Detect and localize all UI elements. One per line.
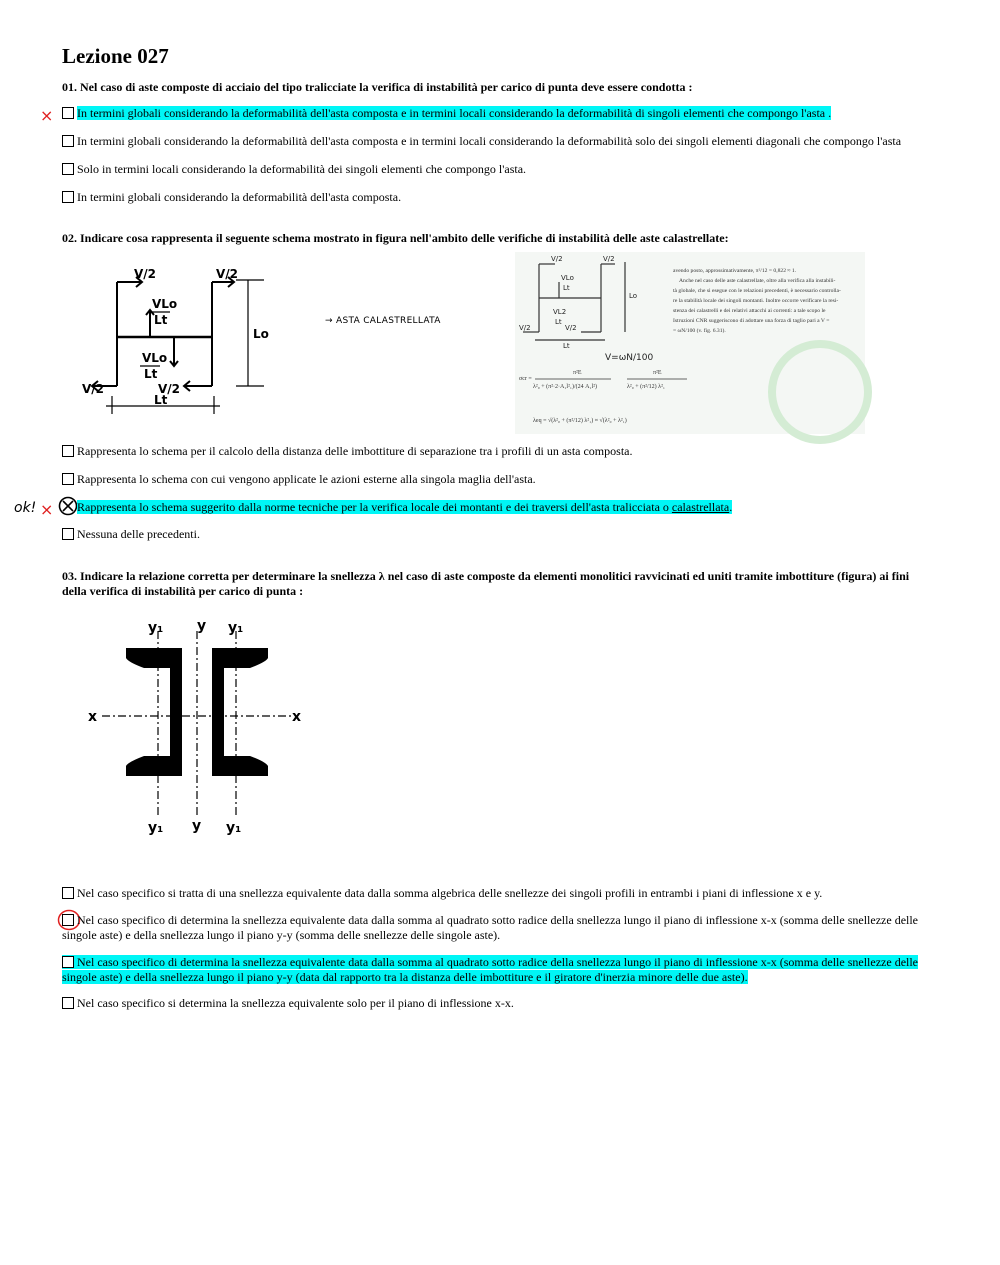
- option-text: Nel caso specifico si determina la snellezza equivalente solo per il piano di inflessione x-x.: [77, 996, 514, 1010]
- label-vlo-top: VLo: [152, 297, 178, 311]
- section-figure: [82, 616, 312, 841]
- label-lt-bottom: Lt: [154, 393, 168, 407]
- question-1-text: 01. Nel caso di aste composte di acciaio del tipo tralicciate la verifica di instabilità per carico di punta deve essere condotta :: [62, 80, 693, 94]
- label-y1-top-left: y₁: [148, 620, 164, 636]
- scheme-figure-right: [515, 252, 865, 434]
- wrong-mark-q1: ×: [40, 106, 54, 125]
- checkbox[interactable]: [62, 914, 74, 926]
- label-v2-bottom-left: V/2: [82, 382, 105, 396]
- checkbox[interactable]: [62, 956, 74, 968]
- label-y1-bottom-left: y₁: [148, 820, 164, 836]
- option-text: Rappresenta lo schema suggerito dalla norme tecniche per la verifica locale dei montanti e dei traversi dell'asta tralicciata o calastrellata.: [77, 500, 733, 514]
- q1-option-3[interactable]: [62, 162, 526, 177]
- ref-formula-lambda: λeq = √(λ²₀ + (π²/12) λ²₁) ≈ √(λ²₀ + λ²₁): [533, 418, 627, 424]
- checkbox[interactable]: [62, 997, 74, 1009]
- option-text: Nel caso specifico si tratta di una snellezza equivalente data dalla somma algebrica delle snellezze dei singoli profili in entrambi i piani di inflessione x e y.: [77, 886, 823, 900]
- option-text: Nel caso specifico di determina la snellezza equivalente data dalla somma al quadrato sotto radice della snellezza lungo il piano di inflessione x-x (somma delle snellezze delle singole aste) e della snellezza lungo il piano y-y (data dal rapporto tra la distanza delle imbottiture e il giratore d'inerzia minore delle due aste).: [62, 955, 919, 984]
- checkbox[interactable]: [62, 501, 74, 513]
- q2-option-1[interactable]: [62, 444, 632, 459]
- label-lt-frac-bottom: Lt: [144, 367, 158, 381]
- ref-formula-den1: λ²₀ + (π²·2·A₁l²₁)/(24 A₁l²): [533, 384, 598, 390]
- label-v2-bottom-right: V/2: [158, 382, 181, 396]
- question-2-text: 02. Indicare cosa rappresenta il seguente schema mostrato in figura nell'ambito delle verifiche di instabilità delle aste calastrellate:: [62, 231, 729, 245]
- label-v2-top-right: V/2: [216, 267, 239, 281]
- question-3-text: 03. Indicare la relazione corretta per determinare la snellezza λ nel caso di aste composte da elementi monolitici ravvicinati ed uniti tramite imbottiture (figura) ai fini della verifica di instabilità per carico di punta :: [62, 569, 910, 598]
- label-v2-top-left: V/2: [134, 267, 157, 281]
- right-channel: [212, 648, 268, 776]
- label-x-right: x: [292, 709, 302, 725]
- ref-formula-pi2e-b: π²E: [653, 370, 662, 376]
- q3-option-2[interactable]: [62, 913, 924, 943]
- option-text: In termini globali considerando la deformabilità dell'asta composta.: [77, 190, 402, 204]
- ref-formula-den2: λ²₀ + (π²/12) λ²₁: [627, 384, 665, 390]
- label-y-bottom: y: [192, 818, 202, 834]
- label-lt-top: Lt: [154, 313, 168, 327]
- ref-text-line: Anche nel caso delle aste calastrellate, oltre alla verifica alla instabili-: [679, 278, 836, 284]
- ref-label-v2-a: V/2: [551, 255, 563, 263]
- checkbox[interactable]: [62, 163, 74, 175]
- checkbox[interactable]: [62, 473, 74, 485]
- checkbox[interactable]: [62, 191, 74, 203]
- q3-option-1[interactable]: [62, 886, 822, 901]
- ref-text-line: stenza dei calastrelli e dei relativi attacchi ai correnti: a tale scopo le: [673, 308, 826, 314]
- option-text: In termini globali considerando la deformabilità dell'asta composta e in termini locali considerando la deformabilità solo dei singoli elementi diagonali che compongo l'asta: [77, 134, 902, 148]
- ref-label-v2-c: V/2: [519, 324, 531, 332]
- q3-option-4[interactable]: [62, 996, 514, 1011]
- ref-text-line: re la stabilità locale dei singoli montanti. Inoltre occorre verificare la resi-: [673, 298, 839, 304]
- label-y1-bottom-right: y₁: [226, 820, 242, 836]
- ref-label-lt-a: Lt: [563, 284, 570, 292]
- ref-label-v2-d: V/2: [565, 324, 577, 332]
- ref-formula-sigma: σcr =: [519, 376, 532, 382]
- q3-option-3[interactable]: [62, 955, 924, 985]
- ref-formula-pi2e-a: π²E: [573, 370, 582, 376]
- label-vlo-bottom: VLo: [142, 351, 168, 365]
- option-text: In termini globali considerando la deformabilità dell'asta composta e in termini locali considerando la deformabilità di singoli elementi che compongo l'asta .: [77, 106, 832, 120]
- ref-formula-v: V=ωN/100: [605, 353, 654, 363]
- ref-label-lt-c: Lt: [563, 342, 570, 350]
- label-y-top: y: [197, 618, 207, 634]
- ref-label-lt-b: Lt: [555, 318, 562, 326]
- option-text: Rappresenta lo schema con cui vengono applicate le azioni esterne alla singola maglia dell'asta.: [77, 472, 536, 486]
- ref-label-vl2: VL2: [553, 308, 567, 316]
- ref-text-line: avendo posto, approssimativamente, π²/12 = 0,822 ≈ 1.: [673, 268, 797, 274]
- option-text: Rappresenta lo schema per il calcolo della distanza delle imbottiture di separazione tra i profili di un asta composta.: [77, 444, 633, 458]
- checkbox[interactable]: [62, 107, 74, 119]
- checkbox[interactable]: [62, 135, 74, 147]
- option-text: Solo in termini locali considerando la deformabilità dei singoli elementi che compongo l'asta.: [77, 162, 527, 176]
- ok-mark: ok!: [14, 500, 37, 516]
- q2-option-3[interactable]: [62, 500, 732, 515]
- q1-option-2[interactable]: [62, 134, 901, 149]
- left-channel: [126, 648, 182, 776]
- handwritten-note: → ASTA CALASTRELLATA: [325, 316, 441, 326]
- q1-option-4[interactable]: [62, 190, 401, 205]
- checkbox[interactable]: [62, 445, 74, 457]
- ref-text-line: tà globale, che si esegue con le relazioni precedenti, è necessario controlla-: [673, 288, 841, 294]
- ref-text-line: Istruzioni CNR suggeriscono di adottare una forza di taglio pari a V =: [673, 318, 830, 324]
- ref-text-line: = ωN/100 (v. fig. 6.31).: [673, 328, 726, 334]
- ref-label-v2-b: V/2: [603, 255, 615, 263]
- wrong-mark-q2: ×: [40, 500, 54, 519]
- ref-label-vlo: VLo: [561, 274, 574, 282]
- option-text: Nel caso specifico di determina la snellezza equivalente data dalla somma al quadrato sotto radice della snellezza lungo il piano di inflessione x-x (somma delle snellezze delle singole aste) e della snellezza lungo il piano y-y (somma delle snellezze delle singole aste).: [62, 913, 919, 942]
- q1-option-1[interactable]: [62, 106, 831, 121]
- ref-label-lo: Lo: [629, 292, 638, 300]
- q2-option-4[interactable]: [62, 527, 200, 542]
- scheme-figure-left: [62, 256, 284, 426]
- label-lo: Lo: [253, 327, 269, 341]
- label-x-left: x: [88, 709, 98, 725]
- q2-option-2[interactable]: [62, 472, 536, 487]
- checkbox[interactable]: [62, 887, 74, 899]
- option-text: Nessuna delle precedenti.: [77, 527, 200, 541]
- page-title: Lezione 027: [62, 44, 169, 68]
- label-y1-top-right: y₁: [228, 620, 244, 636]
- checkbox[interactable]: [62, 528, 74, 540]
